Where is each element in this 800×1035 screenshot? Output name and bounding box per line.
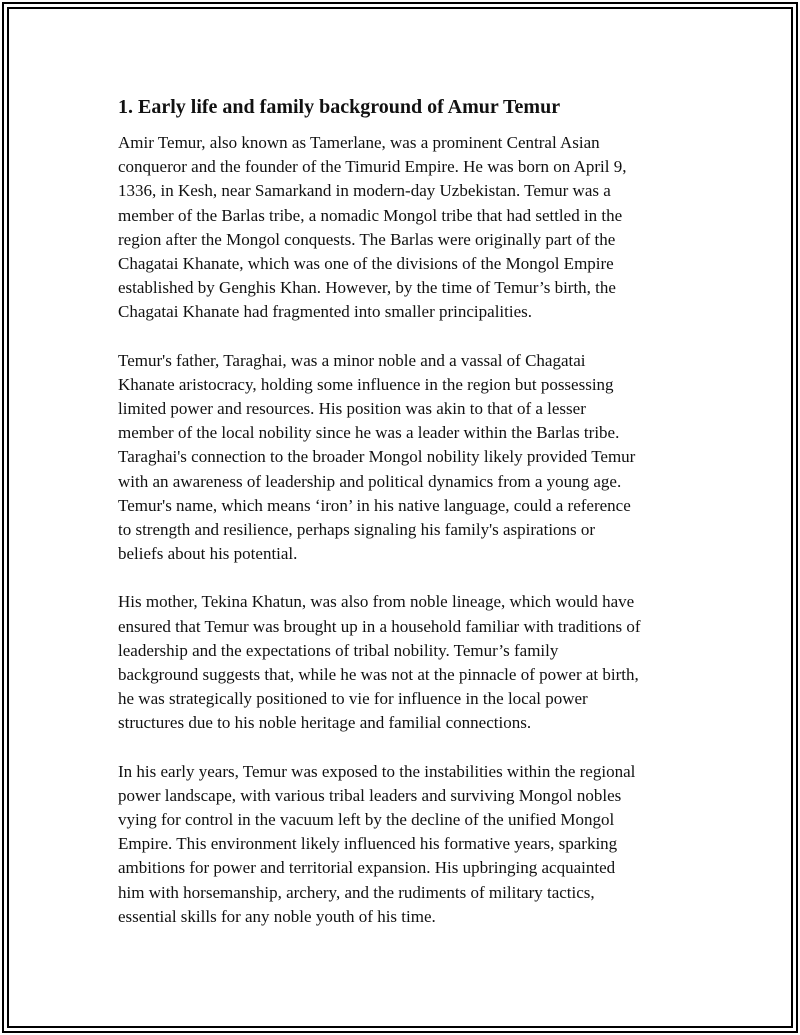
paragraph-line: beliefs about his potential. [118, 544, 298, 564]
paragraph-line: limited power and resources. His position was akin to that of a lesser [118, 399, 586, 419]
paragraph-line: Temur's name, which means ‘iron’ in his native language, could a reference [118, 495, 631, 515]
paragraph-line: ambitions for power and territorial expansion. His upbringing acquainted [118, 858, 616, 878]
paragraph [118, 760, 698, 929]
paragraph-line: structures due to his noble heritage and familial connections. [118, 713, 532, 733]
paragraph-line: In his early years, Temur was exposed to the instabilities within the regional [118, 761, 636, 781]
paragraph-line: Temur's father, Taraghai, was a minor noble and a vassal of Chagatai [118, 350, 586, 370]
paragraph [118, 349, 698, 567]
paragraph-line: conqueror and the founder of the Timurid Empire. He was born on April 9, [118, 157, 627, 177]
paragraph-line: Chagatai Khanate had fragmented into smaller principalities. [118, 302, 532, 322]
paragraph-line: Taraghai's connection to the broader Mongol nobility likely provided Temur [118, 447, 636, 467]
paragraph-line: background suggests that, while he was not at the pinnacle of power at birth, [118, 665, 639, 685]
paragraph-line: Chagatai Khanate, which was one of the divisions of the Mongol Empire [118, 254, 614, 274]
paragraph-line: member of the local nobility since he was a leader within the Barlas tribe. [118, 423, 620, 443]
paragraph [118, 131, 698, 325]
paragraph-line: member of the Barlas tribe, a nomadic Mongol tribe that had settled in the [118, 205, 623, 225]
paragraph [118, 590, 698, 735]
paragraph-line: to strength and resilience, perhaps signaling his family's aspirations or [118, 520, 596, 540]
paragraph-line: ensured that Temur was brought up in a household familiar with traditions of [118, 616, 641, 636]
paragraph-line: region after the Mongol conquests. The Barlas were originally part of the [118, 229, 616, 249]
paragraph-line: power landscape, with various tribal leaders and surviving Mongol nobles [118, 785, 622, 805]
paragraph-line: Khanate aristocracy, holding some influence in the region but possessing [118, 374, 614, 394]
paragraph-line: Amir Temur, also known as Tamerlane, was a prominent Central Asian [118, 133, 600, 152]
paragraph-line: vying for control in the vacuum left by the decline of the unified Mongol [118, 810, 615, 830]
paragraph-line: leadership and the expectations of tribal nobility. Temur’s family [118, 640, 559, 660]
paragraph-line: he was strategically positioned to vie for influence in the local power [118, 689, 588, 709]
paragraph-line: Empire. This environment likely influenced his formative years, sparking [118, 834, 618, 854]
paragraph-line: established by Genghis Khan. However, by the time of Temur’s birth, the [118, 278, 616, 298]
section-heading: 1. Early life and family background of Amur Temur [118, 96, 561, 118]
document-body [118, 93, 698, 953]
paragraph-line: essential skills for any noble youth of his time. [118, 906, 436, 926]
paragraph-list [118, 131, 698, 929]
paragraph-line: him with horsemanship, archery, and the rudiments of military tactics, [118, 882, 595, 902]
paragraph-line: with an awareness of leadership and political dynamics from a young age. [118, 471, 622, 491]
paragraph-line: 1336, in Kesh, near Samarkand in modern-day Uzbekistan. Temur was a [118, 181, 611, 201]
paragraph-line: His mother, Tekina Khatun, was also from noble lineage, which would have [118, 592, 635, 612]
